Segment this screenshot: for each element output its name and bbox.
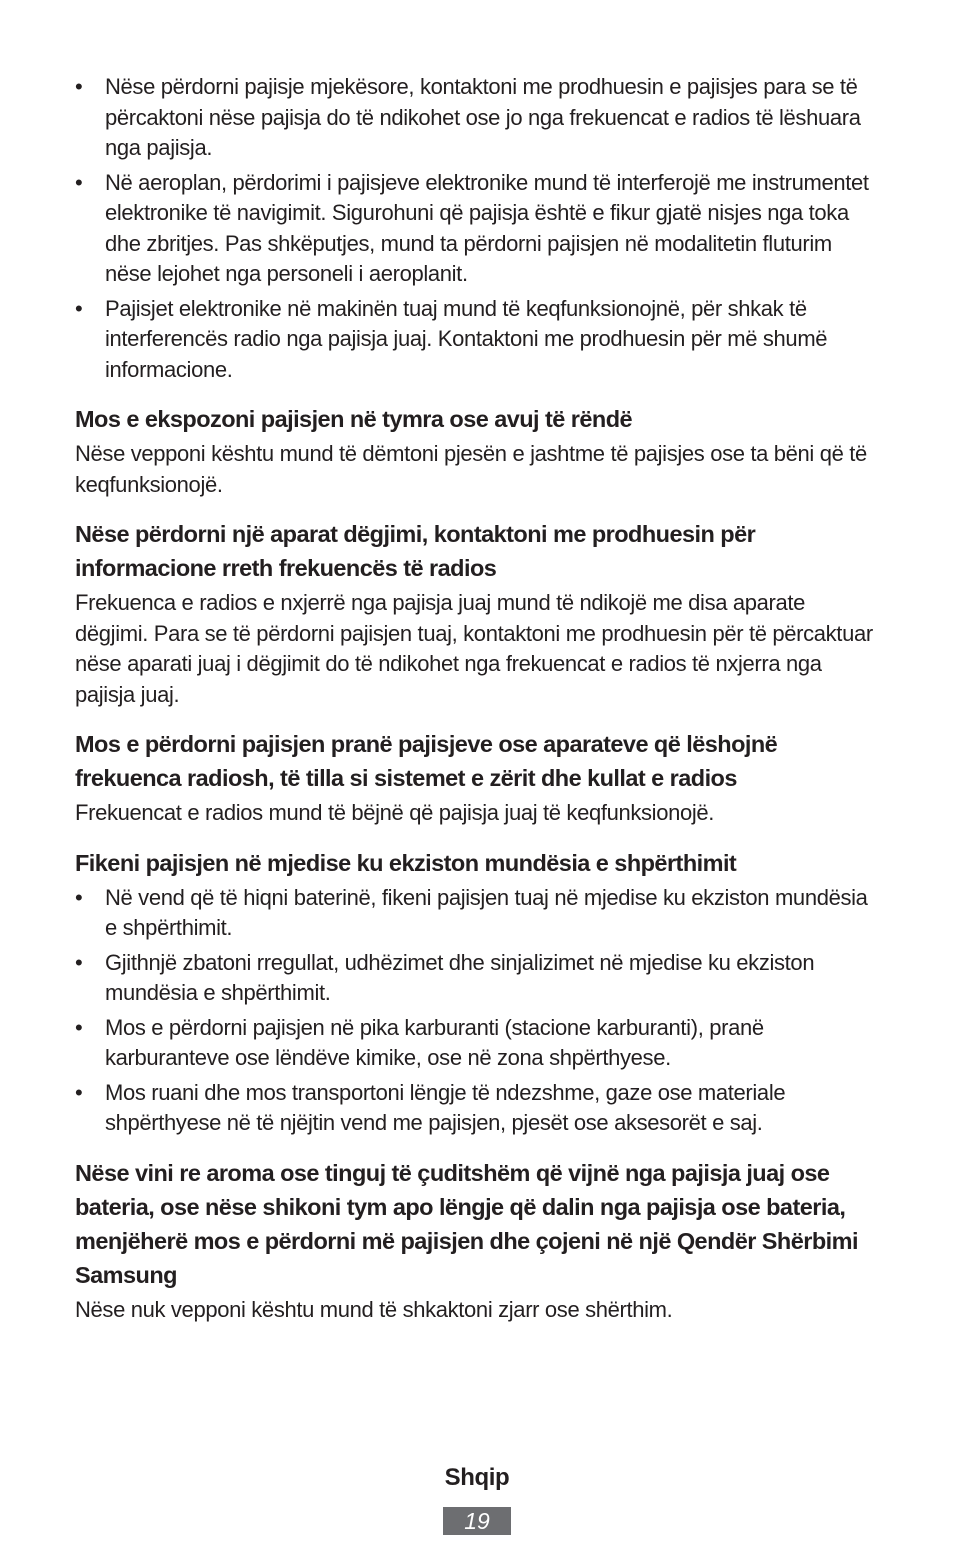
section-hearing-aid <box>75 517 880 710</box>
section-heading: Mos e ekspozoni pajisjen në tymra ose avuj të rëndë <box>75 406 633 432</box>
footer-language-label: Shqip <box>444 1464 510 1491</box>
intro-bullet-list <box>75 72 880 385</box>
section-heading: Nëse përdorni një aparat dëgjimi, kontaktoni me prodhuesin për informacione rreth frekuencës të radios <box>75 521 756 581</box>
bullet-icon: • <box>75 169 83 195</box>
list-item-text: Në vend që të hiqni baterinë, fikeni pajisjen tuaj në mjedise ku ekziston mundësia e shpërthimit. <box>105 884 868 940</box>
bullet-icon: • <box>75 74 83 99</box>
section-vapors <box>75 402 880 500</box>
list-item-text: Mos e përdorni pajisjen në pika karburanti (stacione karburanti), pranë karburanteve ose lëndëve kimike, ose në zona shpërthyese. <box>105 1014 764 1070</box>
list-item <box>75 1013 880 1074</box>
section-heading: Fikeni pajisjen në mjedise ku ekziston mundësia e shpërthimit <box>75 849 737 876</box>
list-item-text: Pajisjet elektronike në makinën tuaj mund të keqfunksionojnë, për shkak të interferencës radio nga pajisja juaj. Kontaktoni me prodhuesin për më shumë informacione. <box>105 295 828 382</box>
section-body: Frekuencat e radios mund të bëjnë që pajisja juaj të keqfunksionojë. <box>75 800 715 825</box>
list-item <box>75 1078 880 1139</box>
section-smoke-odor <box>75 1156 880 1326</box>
section-body: Nëse vepроni kështu mund të dëmtoni pjesën e jashtme të pajisjes ose ta bëni që të keqfunksionojë. <box>75 441 867 497</box>
list-item <box>75 168 880 290</box>
list-item <box>75 294 880 386</box>
bullet-icon: • <box>75 949 83 975</box>
section-body: Nëse nuk vepроni kështu mund të shkaktoni zjarr ose shërthim. <box>75 1296 673 1322</box>
section-radio-frequency <box>75 727 880 829</box>
bullet-icon: • <box>75 1079 83 1105</box>
list-item <box>75 948 880 1009</box>
page-content <box>75 72 880 1325</box>
section-body: Frekuenca e radios e nxjerrë nga pajisja juaj mund të ndikojë me disa aparate dëgjimi. Para se të përdorni pajisjen tuaj, kontaktoni me prodhuesin për të përcaktuar nëse aparati juaj i dëgjimit do të ndikohet nga frekuencat e radios të nxjerra nga pajisja juaj. <box>75 590 873 707</box>
bullet-icon: • <box>75 295 83 321</box>
list-item <box>75 72 880 164</box>
list-item <box>75 883 880 944</box>
list-item-text: Gjithnjë zbatoni rregullat, udhëzimet dhe sinjalizimet në mjedise ku ekziston mundësia e shpërthimit. <box>105 949 815 1005</box>
list-item-text: Nëse përdorni pajisje mjekësore, kontaktoni me prodhuesin e pajisjes para se të përcaktoni nëse pajisja do të ndikohet ose jo nga frekuencat e radios të lëshuara nga pajisja. <box>105 74 861 160</box>
section-explosive-environments <box>75 846 880 1139</box>
list-item-text: Mos ruani dhe mos transportoni lëngje të ndezshme, gaze ose materiale shpërthyese në të njëjtin vend me pajisjen, pjesët ose aksesorët e saj. <box>105 1079 786 1135</box>
bullet-icon: • <box>75 1014 83 1040</box>
explosive-bullet-list <box>75 883 880 1139</box>
bullet-icon: • <box>75 884 83 910</box>
section-heading: Nëse vini re aroma ose tinguj të çuditshëm që vijnë nga pajisja juaj ose bateria, ose nëse shikoni tym apo lëngje që dalin nga pajisja ose bateria, menjëherë mos e përdorni më pajisjen dhe çojeni në një Qendër Shërbimi Samsung <box>75 1159 858 1288</box>
list-item-text: Në aeroplan, përdorimi i pajisjeve elektronike mund të interferojë me instrumentet elektronike të navigimit. Sigurohuni që pajisja është e fikur gjatë nisjes nga toka dhe zbritjes. Pas shkëputjes, mund ta përdorni pajisjen në modalitetin fluturim nëse lejohet nga personeli i aeroplanit. <box>105 169 869 286</box>
page-number: 19 <box>443 1507 511 1535</box>
section-heading: Mos e përdorni pajisjen pranë pajisjeve ose aparateve që lëshojnë frekuenca radiosh, të tilla si sistemet e zërit dhe kullat e radios <box>75 731 778 791</box>
